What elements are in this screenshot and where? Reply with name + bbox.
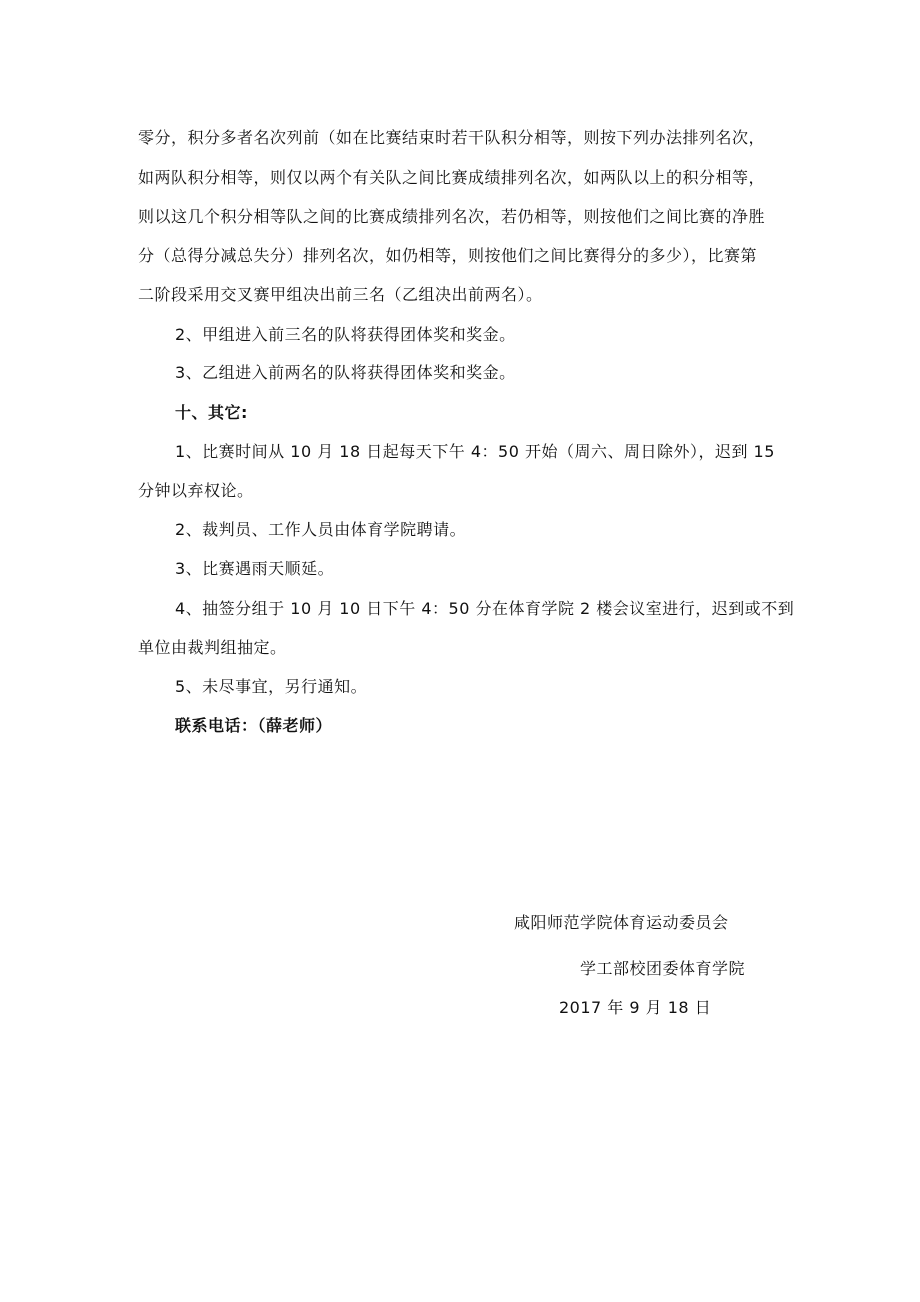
paragraph-line: 分（总得分减总失分）排列名次，如仍相等，则按他们之间比赛得分的多少），比赛第 [138,246,758,265]
paragraph-line: 零分，积分多者名次列前（如在比赛结束时若干队积分相等，则按下列办法排列名次， [138,128,766,147]
signature-organization: 学工部校团委体育学院 [580,959,746,978]
rule-item: 2、甲组进入前三名的队将获得团体奖和奖金。 [175,325,516,344]
rule-item: 3、乙组进入前两名的队将获得团体奖和奖金。 [175,363,516,382]
paragraph-line: 如两队积分相等，则仅以两个有关队之间比赛成绩排列名次，如两队以上的积分相等， [138,168,766,187]
signature-date: 2017 年 9 月 18 日 [559,998,712,1017]
rule-item: 5、未尽事宜，另行通知。 [175,677,368,696]
signature-organization: 咸阳师范学院体育运动委员会 [514,913,729,932]
paragraph-line: 二阶段采用交叉赛甲组决出前三名（乙组决出前两名）。 [138,285,543,304]
rule-item: 2、裁判员、工作人员由体育学院聘请。 [175,520,467,539]
rule-item: 3、比赛遇雨天顺延。 [175,559,335,578]
rule-item: 1、比赛时间从 10 月 18 日起每天下午 4：50 开始（周六、周日除外），迟到 15 [175,442,775,461]
section-heading: 十、其它: [175,403,248,422]
rule-item-continuation: 单位由裁判组抽定。 [138,638,287,657]
contact-line: 联系电话：（薛老师） [175,716,333,735]
rule-item: 4、抽签分组于 10 月 10 日下午 4：50 分在体育学院 2 楼会议室进行，迟到或不到 [175,599,795,618]
rule-item-continuation: 分钟以弃权论。 [138,481,254,500]
paragraph-line: 则以这几个积分相等队之间的比赛成绩排列名次，若仍相等，则按他们之间比赛的净胜 [138,207,766,226]
